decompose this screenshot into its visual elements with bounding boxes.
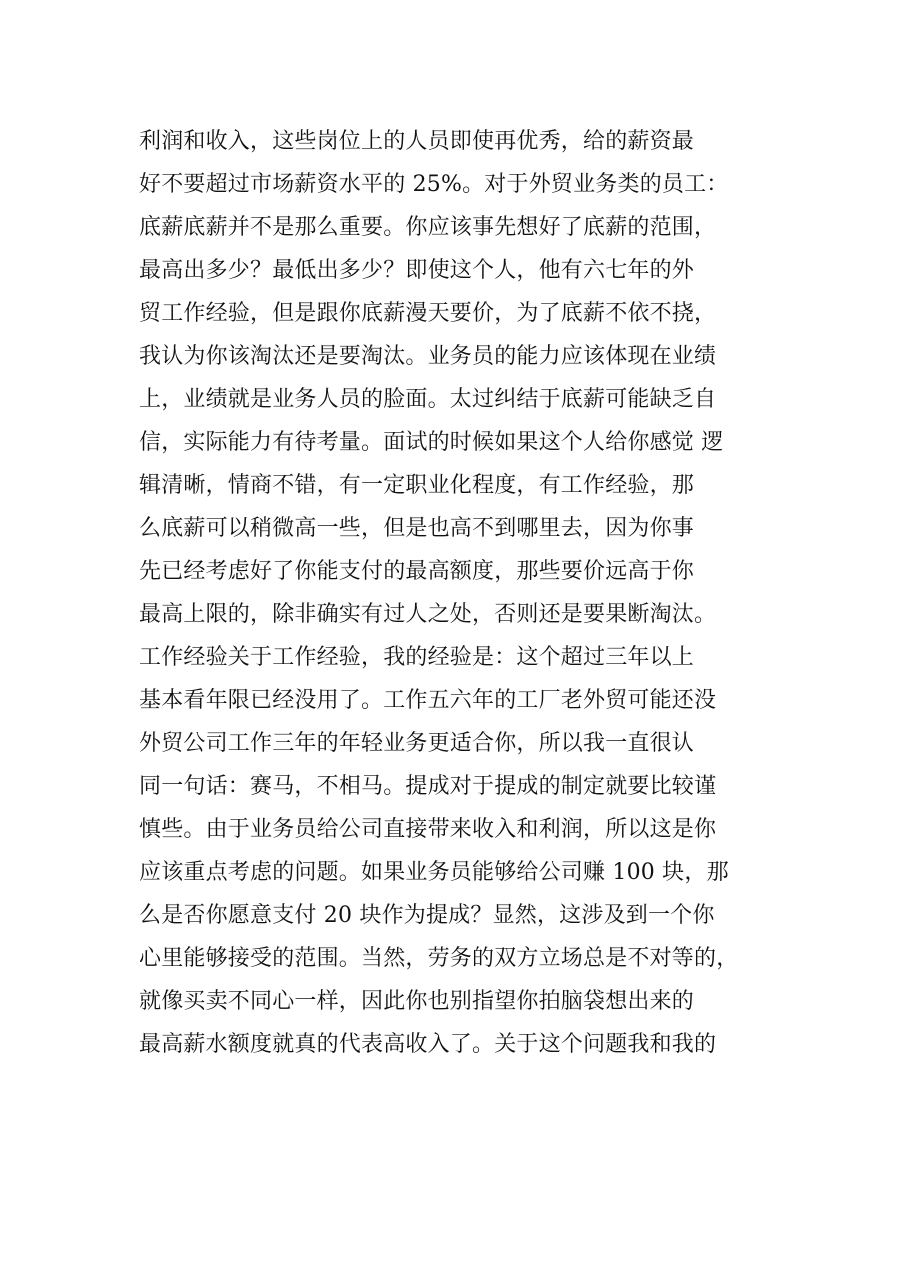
body-text	[139, 120, 789, 1066]
text-line: 好不要超过市场薪资水平的 25%。对于外贸业务类的员工：	[139, 172, 729, 197]
text-line: 就像买卖不同心一样，因此你也别指望你拍脑袋想出来的	[139, 989, 695, 1014]
text-line: 上，业绩就是业务人员的脸面。太过纠结于底薪可能缺乏自	[139, 387, 717, 412]
text-line: 我认为你该淘汰还是要淘汰。业务员的能力应该体现在业绩	[139, 344, 717, 369]
text-line: 最高出多少？最低出多少？即使这个人，他有六七年的外	[139, 258, 695, 283]
text-line: 应该重点考虑的问题。如果业务员能够给公司赚 100 块，那	[139, 860, 729, 885]
text-line: 基本看年限已经没用了。工作五六年的工厂老外贸可能还没	[139, 688, 717, 713]
text-line: 么是否你愿意支付 20 块作为提成？显然，这涉及到一个你	[139, 903, 715, 928]
text-line: 底薪底薪并不是那么重要。你应该事先想好了底薪的范围，	[139, 215, 717, 240]
text-line: 外贸公司工作三年的年轻业务更适合你，所以我一直很认	[139, 731, 695, 756]
text-line: 同一句话：赛马，不相马。提成对于提成的制定就要比较谨	[139, 774, 717, 799]
text-line: 最高上限的，除非确实有过人之处，否则还是要果断淘汰。	[139, 602, 717, 627]
text-line: 慎些。由于业务员给公司直接带来收入和利润，所以这是你	[139, 817, 717, 842]
text-line: 最高薪水额度就真的代表高收入了。关于这个问题我和我的	[139, 1032, 717, 1057]
text-line: 利润和收入，这些岗位上的人员即使再优秀，给的薪资最	[139, 129, 695, 154]
text-line: 么底薪可以稍微高一些，但是也高不到哪里去，因为你事	[139, 516, 695, 541]
text-line: 心里能够接受的范围。当然，劳务的双方立场总是不对等的，	[139, 946, 739, 971]
text-line: 先已经考虑好了你能支付的最高额度，那些要价远高于你	[139, 559, 695, 584]
text-line: 信，实际能力有待考量。面试的时候如果这个人给你感觉 逻	[139, 430, 724, 455]
text-line: 工作经验关于工作经验，我的经验是：这个超过三年以上	[139, 645, 695, 670]
text-line: 辑清晰，情商不错，有一定职业化程度，有工作经验，那	[139, 473, 695, 498]
text-line: 贸工作经验，但是跟你底薪漫天要价，为了底薪不依不挠，	[139, 301, 717, 326]
